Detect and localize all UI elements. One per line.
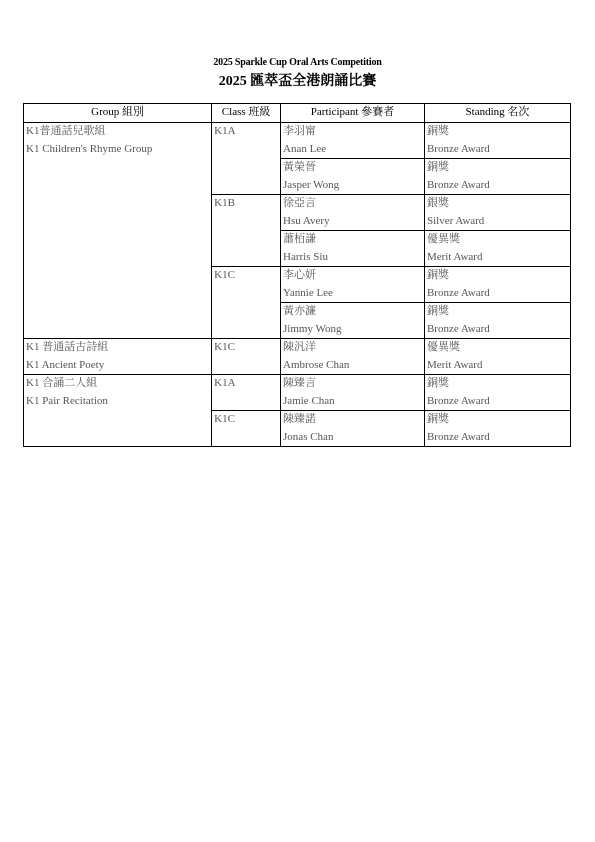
group-cell — [24, 339, 212, 375]
award-english: Bronze Award — [426, 430, 490, 443]
document-title-english: 2025 Sparkle Cup Oral Arts Competition — [213, 57, 382, 68]
participant-cell — [281, 339, 425, 375]
results-table — [23, 103, 571, 447]
award-chinese: 銅獎 — [426, 125, 449, 137]
standing-cell — [424, 231, 570, 267]
award-chinese: 銅獎 — [426, 269, 449, 281]
class-name: K1A — [214, 125, 236, 137]
award-english: Merit Award — [426, 358, 483, 371]
award-chinese: 銅獎 — [426, 377, 449, 389]
award-english: Merit Award — [426, 250, 483, 263]
award-chinese: 銅獎 — [426, 305, 449, 317]
participant-name-chinese: 徐亞言 — [283, 197, 317, 209]
participant-name-chinese: 李心妍 — [283, 269, 317, 281]
class-cell — [212, 123, 281, 195]
participant-cell — [281, 375, 425, 411]
participant-name-english: Jimmy Wong — [283, 322, 342, 335]
award-english: Silver Award — [426, 214, 485, 227]
participant-name-chinese: 李羽甯 — [283, 125, 317, 137]
participant-cell — [281, 267, 425, 303]
standing-cell — [424, 411, 570, 447]
group-name-chinese: K1 合誦二人組 — [26, 377, 98, 389]
results-body — [24, 123, 571, 447]
participant-name-english: Jasper Wong — [283, 178, 340, 191]
award-english: Bronze Award — [426, 178, 490, 191]
award-chinese: 銀獎 — [426, 197, 449, 209]
class-name: K1C — [214, 413, 235, 425]
award-chinese: 優異獎 — [426, 233, 460, 245]
class-cell — [212, 411, 281, 447]
participant-name-chinese: 陳臻諾 — [283, 413, 317, 425]
header-standing: Standing 名次 — [424, 104, 570, 123]
group-name-english: K1 Children's Rhyme Group — [26, 142, 153, 155]
group-name-chinese: K1普通話兒歌組 — [26, 125, 106, 137]
award-chinese: 優異獎 — [426, 341, 460, 353]
award-chinese: 銅獎 — [426, 161, 449, 173]
award-english: Bronze Award — [426, 142, 490, 155]
document-title-chinese: 2025 匯萃盃全港朗誦比賽 — [218, 74, 377, 89]
table-row — [24, 339, 571, 375]
group-name-english: K1 Pair Recitation — [26, 394, 108, 407]
award-english: Bronze Award — [426, 394, 490, 407]
standing-cell — [424, 159, 570, 195]
standing-cell — [424, 303, 570, 339]
participant-name-chinese: 蕭栢謙 — [283, 233, 317, 245]
group-cell — [24, 375, 212, 447]
class-name: K1B — [214, 197, 235, 209]
participant-name-english: Harris Siu — [283, 250, 328, 263]
class-name: K1C — [214, 341, 235, 353]
participant-cell — [281, 231, 425, 267]
participant-cell — [281, 123, 425, 159]
table-row — [24, 375, 571, 411]
participant-cell — [281, 411, 425, 447]
header-participant: Participant 參賽者 — [281, 104, 425, 123]
participant-cell — [281, 159, 425, 195]
award-english: Bronze Award — [426, 286, 490, 299]
group-name-english: K1 Ancient Poety — [26, 358, 105, 371]
participant-name-chinese: 黃榮晉 — [283, 161, 317, 173]
class-name: K1A — [214, 377, 236, 389]
group-cell — [24, 123, 212, 339]
header-class: Class 班級 — [212, 104, 281, 123]
participant-name-english: Yannie Lee — [283, 286, 333, 299]
participant-name-english: Hsu Avery — [283, 214, 330, 227]
standing-cell — [424, 123, 570, 159]
participant-cell — [281, 195, 425, 231]
award-chinese: 銅獎 — [426, 413, 449, 425]
class-cell — [212, 375, 281, 411]
group-name-chinese: K1 普通話古詩組 — [26, 341, 109, 353]
participant-name-chinese: 陳臻言 — [283, 377, 317, 389]
class-name: K1C — [214, 269, 235, 281]
participant-name-english: Jonas Chan — [283, 430, 334, 443]
standing-cell — [424, 339, 570, 375]
standing-cell — [424, 375, 570, 411]
participant-name-chinese: 陳汎洋 — [283, 341, 317, 353]
participant-name-chinese: 黃亦濂 — [283, 305, 317, 317]
participant-cell — [281, 303, 425, 339]
class-cell — [212, 195, 281, 267]
standing-cell — [424, 195, 570, 231]
standing-cell — [424, 267, 570, 303]
class-cell — [212, 339, 281, 375]
participant-name-english: Ambrose Chan — [283, 358, 350, 371]
header-row — [24, 104, 571, 123]
award-english: Bronze Award — [426, 322, 490, 335]
table-row — [24, 123, 571, 159]
header-group: Group 組別 — [24, 104, 212, 123]
participant-name-english: Anan Lee — [283, 142, 327, 155]
class-cell — [212, 267, 281, 339]
participant-name-english: Jamie Chan — [283, 394, 335, 407]
